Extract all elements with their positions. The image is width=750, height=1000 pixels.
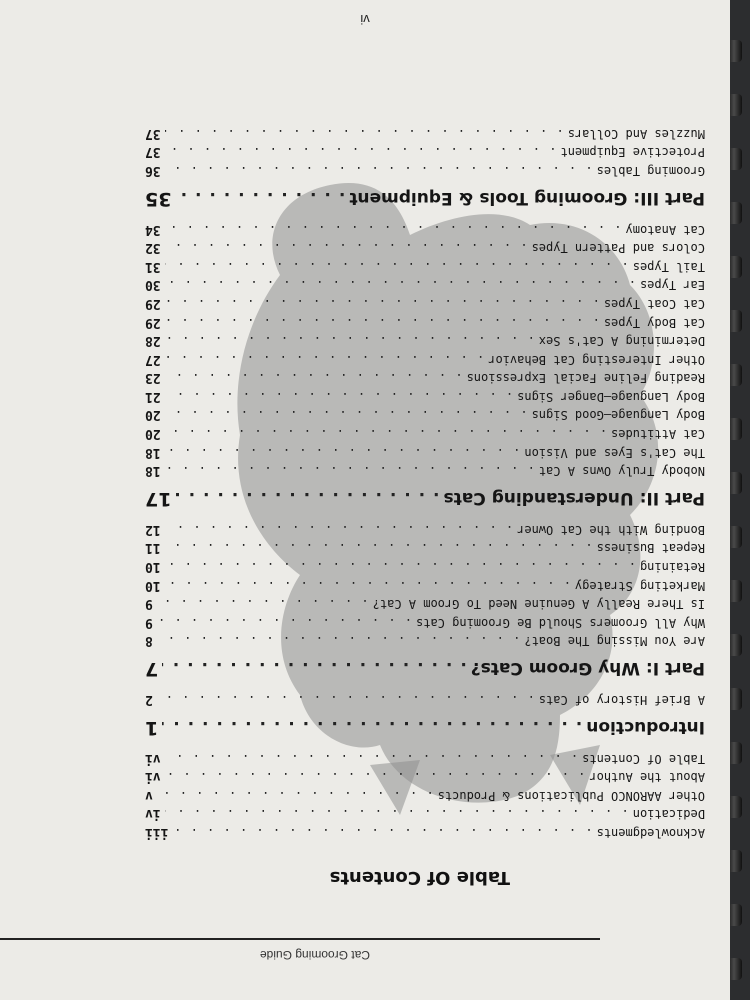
toc-entry: Other Interesting Cat Behavior . . . 27 [145, 348, 705, 367]
toc-entry: Colors and Pattern Types . . . 32 [145, 237, 705, 256]
toc-entry: The Cat's Eyes and Vision . . . 18 [145, 441, 705, 460]
toc-heading: Table Of Contents [329, 867, 510, 888]
page-number: vi [360, 12, 370, 27]
toc-entry: Why All Groomers Should Be Grooming Cats . . . 9 [145, 611, 705, 630]
toc-entry: Retaining . . . 10 [145, 555, 705, 574]
toc-section-part-3: Part III: Grooming Tools & Equipment . . . 35 [145, 178, 705, 218]
toc-entry: About the Author . . . vi [145, 766, 705, 785]
toc-entry: Cat Attitudes . . . 20 [145, 423, 705, 442]
toc-entry: Grooming Tables . . . 36 [145, 159, 705, 178]
toc-entry: Acknowledgments . . . iii [145, 821, 705, 840]
toc-entry: Cat Anatomy . . . 34 [145, 218, 705, 237]
toc-entry: Reading Feline Facial Expressions . . . 23 [145, 367, 705, 386]
header-rule [0, 938, 600, 940]
toc-entry: Other AARONCO Publications & Products . . . v [145, 784, 705, 803]
toc-entry: Is There Really A Genuine Need To Groom A Cat? . . . 9 [145, 593, 705, 612]
toc-entry: Cat Body Types . . . 29 [145, 311, 705, 330]
toc-entry: Marketing Strategy . . . 10 [145, 574, 705, 593]
toc-entry: Determining A Cat's Sex . . . 28 [145, 330, 705, 349]
toc-entry: Protective Equipment . . . 37 [145, 141, 705, 160]
toc-entry: Body Language—Danger Signs . . . 21 [145, 385, 705, 404]
toc-entry: Repeat Business . . . 11 [145, 537, 705, 556]
toc-section-part-1: Part I: Why Groom Cats? . . . 7 [145, 648, 705, 688]
running-header [0, 928, 730, 968]
running-title: Cat Grooming Guide [259, 948, 370, 962]
toc-entry: Muzzles And Collars . . . 37 [145, 122, 705, 141]
toc-entry: Are You Missing The Boat? . . . 8 [145, 630, 705, 649]
toc-entry: Dedication . . . iv [145, 803, 705, 822]
toc-list [145, 122, 705, 840]
toc-entry: Tail Types . . . 31 [145, 255, 705, 274]
toc-entry: A Brief History of Cats . . . 2 [145, 688, 705, 707]
toc-entry: Table Of Contents . . . vi [145, 747, 705, 766]
toc-entry: Nobody Truly Owns A Cat . . . 18 [145, 460, 705, 479]
toc-entry: Ear Types . . . 30 [145, 274, 705, 293]
toc-entry: Body Language—Good Signs . . . 20 [145, 404, 705, 423]
toc-section-part-2: Part II: Understanding Cats . . . 17 [145, 478, 705, 518]
toc-entry: Cat Coat Types . . . 29 [145, 292, 705, 311]
toc-section-introduction: Introduction . . . 1 [145, 707, 705, 747]
toc-entry: Bonding With the Cat Owner . . . 12 [145, 518, 705, 537]
